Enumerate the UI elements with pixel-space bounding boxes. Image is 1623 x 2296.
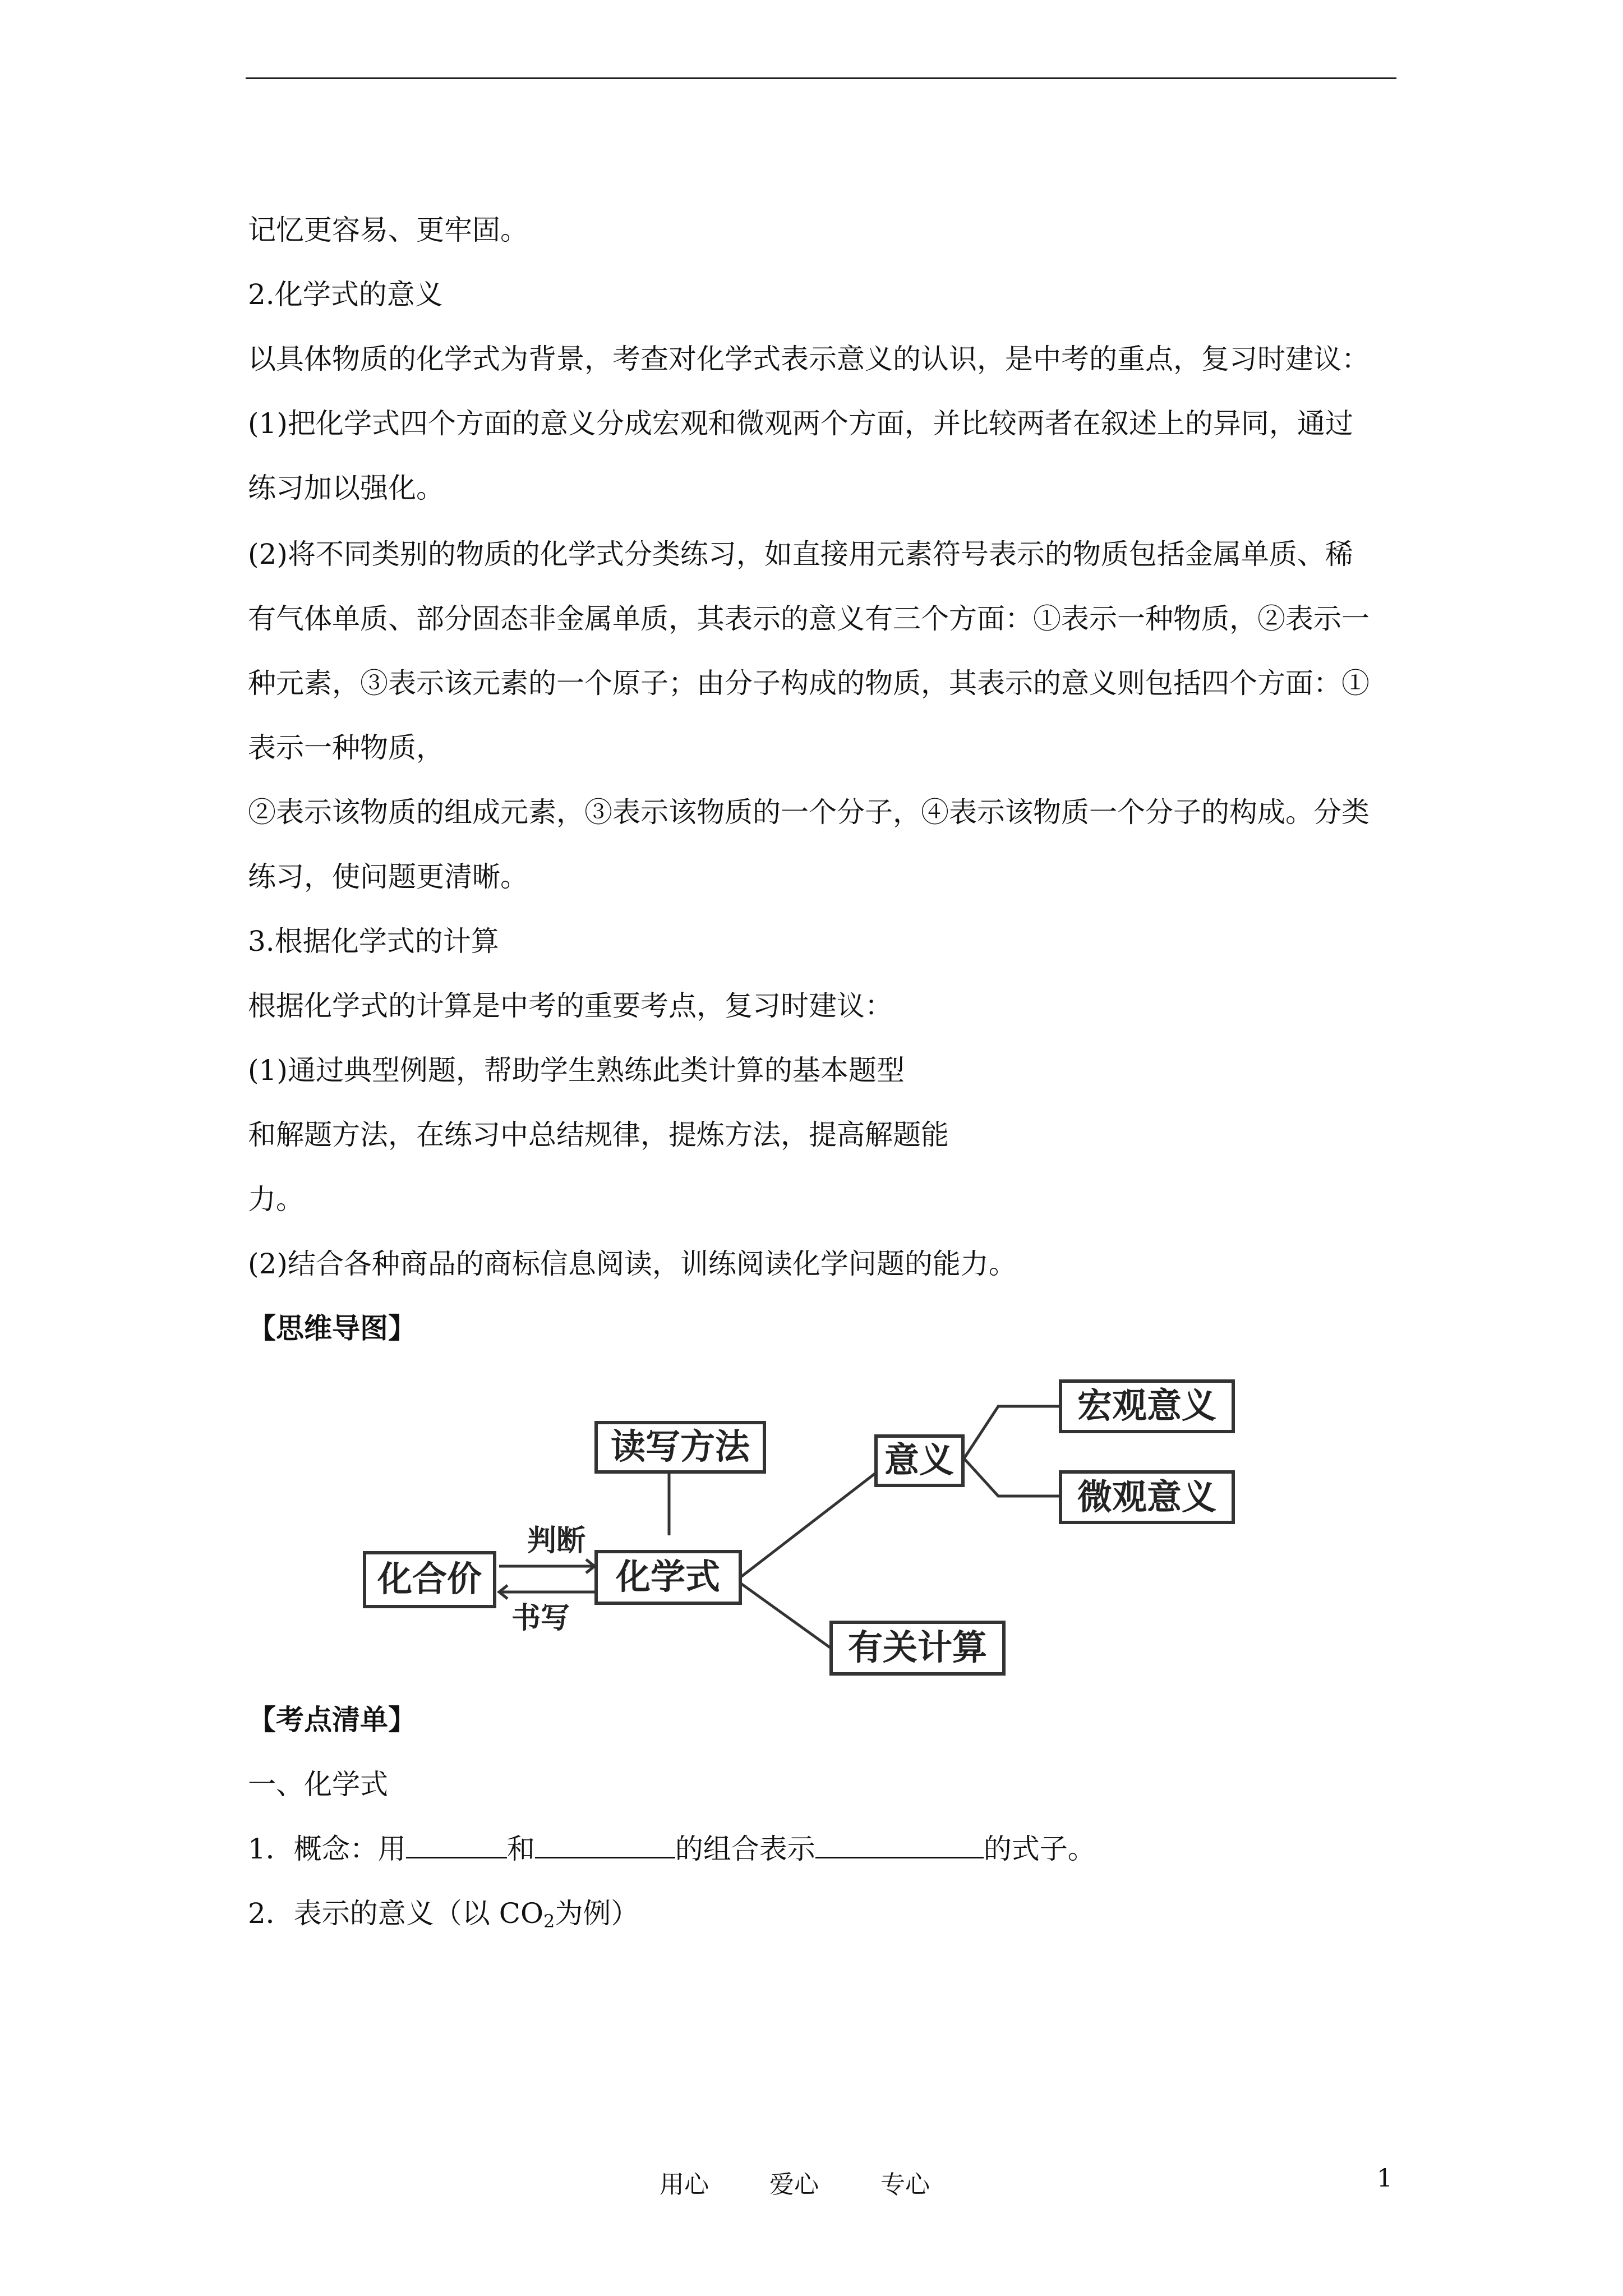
- svg-text:读写方法: 读写方法: [610, 1426, 750, 1467]
- svg-text:有关计算: 有关计算: [847, 1627, 988, 1668]
- label-judge: 判断: [527, 1524, 586, 1558]
- section-title: 一、化学式: [248, 1768, 388, 1801]
- concept-mid2: 的组合表示: [675, 1833, 815, 1865]
- node-meaning: [876, 1436, 963, 1485]
- connector-line: [740, 1474, 875, 1577]
- node-macro-meaning: [1061, 1381, 1233, 1432]
- svg-text:微观意义: 微观意义: [1077, 1476, 1217, 1517]
- paragraph-line: ②表示该物质的组成元素，③表示该物质的一个分子，④表示该物质一个分子的构成。分类: [248, 796, 1370, 829]
- section-heading: 3.根据化学式的计算: [248, 925, 499, 958]
- svg-text:化学式: 化学式: [615, 1556, 721, 1597]
- paragraph-line: 以具体物质的化学式为背景，考查对化学式表示意义的认识，是中考的重点，复习时建议：: [248, 343, 1370, 375]
- paragraph-line: 练习加以强化。: [248, 472, 444, 504]
- paragraph-line: (2)结合各种商品的商标信息阅读，训练阅读化学问题的能力。: [248, 1248, 1017, 1280]
- checklist-heading: 【考点清单】: [248, 1703, 416, 1736]
- node-valence: [365, 1553, 495, 1607]
- svg-text:宏观意义: 宏观意义: [1077, 1385, 1217, 1426]
- paragraph-line: (2)将不同类别的物质的化学式分类练习，如直接用元素符号表示的物质包括金属单质、稀: [248, 538, 1353, 570]
- connector-line: [740, 1583, 830, 1648]
- paragraph-line: 表示一种物质，: [248, 731, 444, 764]
- meaning-prefix: 2．表示的意义（以 CO: [248, 1897, 543, 1930]
- blank-field[interactable]: [815, 1834, 984, 1858]
- paragraph-line: 力。: [248, 1183, 304, 1216]
- meaning-item-line: [248, 1897, 639, 1938]
- concept-mid1: 和: [506, 1833, 535, 1865]
- footer-word: 专心: [880, 2170, 930, 2199]
- label-write: 书写: [511, 1602, 570, 1635]
- section-heading: 2.化学式的意义: [248, 278, 443, 311]
- concept-suffix: 的式子。: [983, 1833, 1096, 1865]
- paragraph-line: 种元素，③表示该元素的一个原子；由分子构成的物质，其表示的意义则包括四个方面：①: [248, 667, 1370, 700]
- svg-text:化合价: 化合价: [377, 1558, 482, 1599]
- connector-line: [964, 1406, 1059, 1458]
- blank-field[interactable]: [406, 1834, 507, 1858]
- blank-field[interactable]: [535, 1834, 675, 1858]
- footer-word: 用心: [660, 2170, 709, 2199]
- paragraph-line: 根据化学式的计算是中考的重要考点，复习时建议：: [248, 990, 893, 1022]
- concept-prefix: 1．概念：用: [248, 1833, 406, 1865]
- co2-subscript: 2: [543, 1911, 555, 1932]
- paragraph-line: 练习，使问题更清晰。: [248, 861, 528, 893]
- connector-line: [964, 1458, 1059, 1496]
- mindmap-heading: 【思维导图】: [248, 1312, 416, 1345]
- svg-text:意义: 意义: [884, 1439, 955, 1480]
- concept-line: [248, 1832, 1096, 1866]
- node-micro-meaning: [1061, 1472, 1233, 1522]
- header-rule: [246, 77, 1396, 79]
- paragraph-line: 有气体单质、部分固态非金属单质，其表示的意义有三个方面：①表示一种物质，②表示一: [248, 602, 1370, 635]
- meaning-suffix: 为例）: [555, 1897, 639, 1930]
- node-chemical-formula: [596, 1552, 740, 1603]
- node-related-calculation: [831, 1622, 1004, 1674]
- paragraph-line: 记忆更容易、更牢固。: [248, 214, 528, 246]
- paragraph-line: 和解题方法，在练习中总结规律，提炼方法，提高解题能: [248, 1119, 949, 1151]
- paragraph-line: (1)通过典型例题，帮助学生熟练此类计算的基本题型: [248, 1054, 905, 1087]
- mindmap-diagram: [348, 1364, 1267, 1692]
- footer-word: 爱心: [769, 2170, 819, 2199]
- page-number: 1: [1377, 2164, 1393, 2193]
- paragraph-line: (1)把化学式四个方面的意义分成宏观和微观两个方面，并比较两者在叙述上的异同，通过: [248, 407, 1353, 440]
- node-read-write-method: [596, 1423, 764, 1472]
